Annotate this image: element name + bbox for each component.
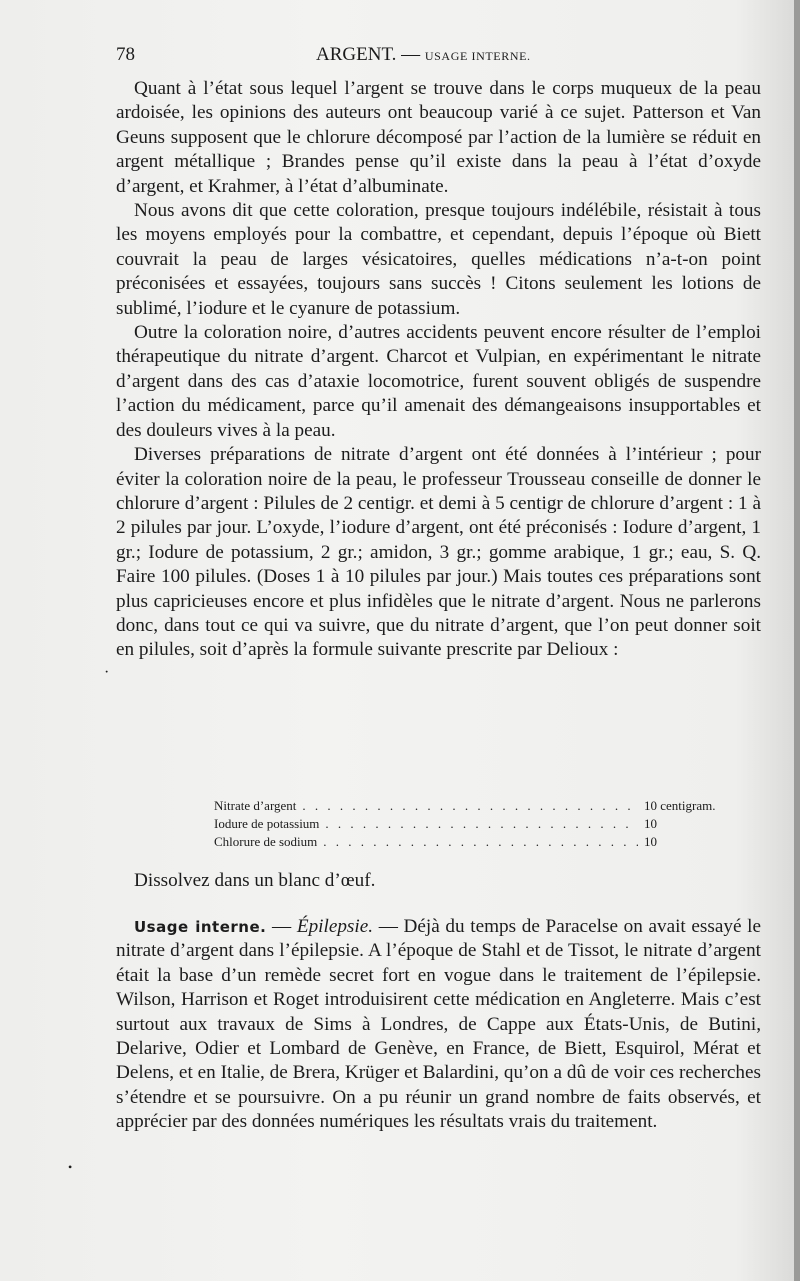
margin-mark: ·	[104, 664, 110, 681]
recipe-quantity: 10	[644, 834, 657, 849]
recipe-quantity: 10	[644, 816, 657, 831]
section-text: — Déjà du temps de Paracelse on avait essayé le nitrate d’argent dans l’épilepsie. A l’époque de Stahl et de Tissot, le nitrate d’argent était la base d’un remède secret fort en vogue dans le traitement de l’épilepsie. Wilson, Harrison et Roget introduisirent cette médication en Angleterre. Mais c’est surtout aux travaux de Sims à Londres, de Cappe aux États-Unis, de Butini, Delarive, Odier et Lombard de Genève, en France, de Biett, Esquirol, Mérat et Delens, et en Italie, de Brera, Krüger et Balardini, qu’on a dû de voir ces recherches s’étendre et se poursuivre. On a pu réunir un grand nombre de faits observés, et apprécier par des données numériques les résultats vrais du traitement.	[116, 916, 761, 1133]
section-subheading: Épilepsie.	[296, 916, 374, 937]
running-head	[316, 44, 531, 66]
section-heading: Usage interne.	[134, 918, 267, 936]
paragraph: Diverses préparations de nitrate d’argent ont été données à l’intérieur ; pour éviter la coloration noire de la peau, le professeur Trousseau conseille de donner le chlorure d’argent : Pilules de 2 centigr. et demi à 5 centigr de chlorure d’argent : 1 à 2 pilules par jour. L’oxyde, l’iodure d’argent, ont été préconisés : Iodure d’argent, 1 gr.; Iodure de potassium, 2 gr.; amidon, 3 gr.; gomme arabique, 1 gr.; eau, S. Q. Faire 100 pilules. (Doses 1 à 10 pilules par jour.) Mais toutes ces préparations sont plus capricieuses encore et plus infidèles que le nitrate d’argent. Nous ne parlerons donc, dans tout ce qui va suivre, que du nitrate d’argent, que l’on peut donner soit en pilules, soit d’après la formule suivante prescrite par Delioux :	[116, 444, 761, 661]
recipe-row	[214, 833, 744, 851]
dissolve-instruction: Dissolvez dans un blanc d’œuf.	[134, 870, 376, 891]
section-paragraph	[116, 915, 761, 1135]
running-dash: —	[396, 44, 425, 65]
paragraph: Outre la coloration noire, d’autres accidents peuvent encore résulter de l’emploi thérapeutique du nitrate d’argent. Charcot et Vulpian, en expérimentant le nitrate d’argent dans des cas d’ataxie locomotrice, furent souvent obligés de suspendre l’action du médicament, parce qu’il amenait des démangeaisons insupportables et des douleurs vives à la peau.	[116, 322, 761, 441]
recipe-ingredient: Nitrate d’argent	[214, 798, 297, 813]
speck-mark: •	[68, 1160, 73, 1174]
leader-dots	[325, 815, 638, 833]
leader-dots	[302, 797, 638, 815]
running-title: ARGENT.	[316, 44, 397, 65]
section-dash: —	[266, 916, 297, 937]
recipe-formula	[214, 797, 744, 851]
recipe-row	[214, 797, 744, 815]
recipe-ingredient: Iodure de potassium	[214, 816, 320, 831]
page-header	[116, 44, 756, 72]
leader-dots	[323, 833, 638, 851]
body-text	[116, 77, 761, 663]
page-edge-shadow	[794, 0, 800, 1281]
recipe-row	[214, 815, 744, 833]
section-usage-interne	[116, 915, 761, 1135]
paragraph: Quant à l’état sous lequel l’argent se trouve dans le corps muqueux de la peau ardoisée, les opinions des auteurs ont beaucoup varié à ce sujet. Patterson et Van Geuns supposent que le chlorure décomposé par l’action de la lumière se réduit en argent métallique ; Brandes pense qu’il existe dans la peau à l’état d’oxyde d’argent, et Krahmer, à l’état d’albuminate.	[116, 78, 761, 197]
recipe-quantity: 10 centigram.	[644, 798, 716, 813]
running-subtitle: USAGE INTERNE.	[424, 49, 531, 63]
recipe-ingredient: Chlorure de sodium	[214, 834, 318, 849]
paragraph: Nous avons dit que cette coloration, presque toujours indélébile, résistait à tous les moyens employés pour la combattre, et cependant, depuis l’époque où Biett couvrait la peau de larges vésicatoires, quelles médications n’a-t-on point préconisées et essayées, toujours sans succès ! Citons seulement les lotions de sublimé, l’iodure et le cyanure de potassium.	[116, 200, 761, 319]
page-number: 78	[116, 44, 135, 65]
